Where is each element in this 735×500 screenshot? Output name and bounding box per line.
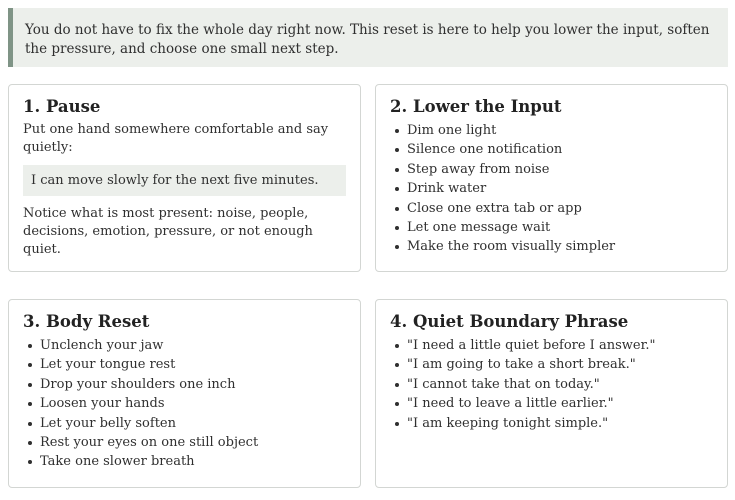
list-item: Drink water (407, 179, 713, 198)
pause-heading: 1. Pause (23, 97, 101, 116)
body-reset-heading: 3. Body Reset (23, 312, 150, 331)
boundary-phrase-card (375, 299, 728, 488)
list-item: Close one extra tab or app (407, 199, 713, 218)
list-item: "I need to leave a little earlier." (407, 394, 713, 413)
intro-text: You do not have to fix the whole day right now. This reset is here to help you lower the input, soften the pressure, and choose one small next step. (25, 22, 710, 57)
boundary-phrase-heading: 4. Quiet Boundary Phrase (390, 312, 629, 331)
pause-card (8, 84, 361, 272)
list-item: "I need a little quiet before I answer." (407, 336, 713, 355)
boundary-phrase-list (390, 336, 713, 433)
list-item: Take one slower breath (40, 452, 346, 471)
list-item: Dim one light (407, 121, 713, 140)
list-item: Unclench your jaw (40, 336, 346, 355)
list-item: "I am keeping tonight simple." (407, 414, 713, 433)
lower-input-card (375, 84, 728, 272)
list-item: Let your tongue rest (40, 355, 346, 374)
list-item: Rest your eyes on one still object (40, 433, 346, 452)
body-reset-card (8, 299, 361, 488)
list-item: Make the room visually simpler (407, 237, 713, 256)
list-item: Let your belly soften (40, 414, 346, 433)
lower-input-heading: 2. Lower the Input (390, 97, 562, 116)
pause-note: Notice what is most present: noise, people, decisions, emotion, pressure, or not enough quiet. (23, 206, 313, 257)
list-item: Let one message wait (407, 218, 713, 237)
list-item: "I cannot take that on today." (407, 375, 713, 394)
body-reset-list (23, 336, 346, 472)
intro-callout (8, 8, 728, 67)
list-item: Silence one notification (407, 140, 713, 159)
list-item: Step away from noise (407, 160, 713, 179)
list-item: Loosen your hands (40, 394, 346, 413)
list-item: Drop your shoulders one inch (40, 375, 346, 394)
lower-input-list (390, 121, 713, 257)
pause-quote: I can move slowly for the next five minutes. (23, 165, 346, 196)
pause-instruction: Put one hand somewhere comfortable and say quietly: (23, 122, 329, 155)
list-item: "I am going to take a short break." (407, 355, 713, 374)
